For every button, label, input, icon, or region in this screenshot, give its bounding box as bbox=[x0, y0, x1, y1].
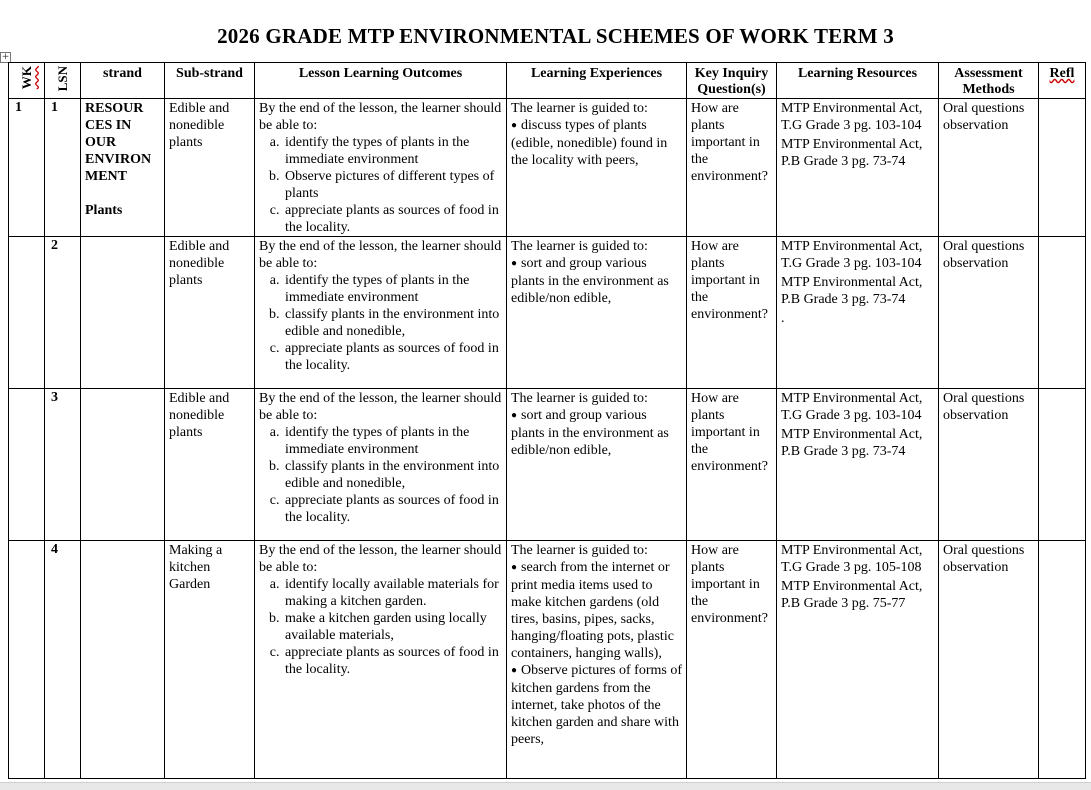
header-lsn: LSN bbox=[45, 63, 81, 99]
outcome-item: c. appreciate plants as sources of food in the locality. bbox=[283, 202, 502, 236]
assessment-cell: Oral questions observation bbox=[939, 237, 1039, 389]
resources-cell bbox=[777, 541, 939, 779]
resource-item: MTP Environmental Act, P.B Grade 3 pg. 73-74 bbox=[781, 427, 923, 459]
experience-item: ● sort and group various plants in the environment as edible/non edible, bbox=[511, 407, 682, 459]
table-row bbox=[9, 237, 1086, 389]
strand-sub-text: Plants bbox=[85, 203, 123, 218]
outcome-item: a. identify the types of plants in the immediate environment bbox=[283, 134, 502, 168]
sub-strand-cell: Edible and nonedible plants bbox=[165, 99, 255, 237]
outcomes-intro: By the end of the lesson, the learner should be able to: bbox=[259, 101, 502, 133]
experiences-intro: The learner is guided to: bbox=[511, 239, 648, 254]
assessment-cell: Oral questions observation bbox=[939, 541, 1039, 779]
outcomes-intro: By the end of the lesson, the learner should be able to: bbox=[259, 391, 502, 423]
outcomes-list bbox=[259, 424, 502, 526]
header-sub-strand: Sub-strand bbox=[165, 63, 255, 99]
week-cell bbox=[9, 389, 45, 541]
outcome-item: b. Observe pictures of different types of plants bbox=[283, 168, 502, 202]
strand-cell bbox=[81, 389, 165, 541]
resource-item: MTP Environmental Act, T.G Grade 3 pg. 103-104 bbox=[781, 239, 923, 271]
outcomes-cell bbox=[255, 541, 507, 779]
sub-strand-cell: Edible and nonedible plants bbox=[165, 389, 255, 541]
experiences-intro: The learner is guided to: bbox=[511, 391, 648, 406]
outcomes-list bbox=[259, 134, 502, 236]
experiences-cell bbox=[507, 389, 687, 541]
header-resources: Learning Resources bbox=[777, 63, 939, 99]
outcomes-intro: By the end of the lesson, the learner should be able to: bbox=[259, 543, 502, 575]
strand-cell bbox=[81, 99, 165, 237]
experience-item: ● search from the internet or print media items used to make kitchen gardens (old tires, basins, pipes, sacks, hanging/floating pots, plastic containers, hanging walls), bbox=[511, 559, 682, 662]
experiences-cell bbox=[507, 237, 687, 389]
resource-item: MTP Environmental Act, T.G Grade 3 pg. 103-104 bbox=[781, 101, 923, 133]
week-cell bbox=[9, 541, 45, 779]
table-row bbox=[9, 541, 1086, 779]
outcomes-list bbox=[259, 272, 502, 374]
resources-cell bbox=[777, 237, 939, 389]
reflection-cell bbox=[1039, 237, 1086, 389]
experiences-intro: The learner is guided to: bbox=[511, 101, 648, 116]
experience-item: ● sort and group various plants in the environment as edible/non edible, bbox=[511, 255, 682, 307]
experience-item: ● Observe pictures of forms of kitchen gardens from the internet, take photos of the kitchen garden and share with peers, bbox=[511, 662, 682, 748]
inquiry-cell: How are plants important in the environment? bbox=[687, 99, 777, 237]
header-row bbox=[9, 63, 1086, 99]
document-title: 2026 GRADE MTP ENVIRONMENTAL SCHEMES OF WORK TERM 3 bbox=[217, 24, 894, 48]
outcome-item: a. identify the types of plants in the immediate environment bbox=[283, 424, 502, 458]
outcome-item: b. make a kitchen garden using locally available materials, bbox=[283, 610, 502, 644]
inquiry-cell[interactable]: How are plants important in the environment? bbox=[687, 389, 777, 541]
scheme-of-work-table bbox=[8, 62, 1086, 779]
resource-item: MTP Environmental Act, P.B Grade 3 pg. 73-74 bbox=[781, 275, 923, 307]
outcomes-cell bbox=[255, 237, 507, 389]
resource-item: MTP Environmental Act, P.B Grade 3 pg. 73-74 bbox=[781, 137, 923, 169]
header-outcomes: Lesson Learning Outcomes bbox=[255, 63, 507, 99]
header-assessment: Assessment Methods bbox=[939, 63, 1039, 99]
resources-cell bbox=[777, 389, 939, 541]
outcome-item: b. classify plants in the environment into edible and nonedible, bbox=[283, 306, 502, 340]
header-wk: WK bbox=[9, 63, 45, 99]
resource-item: MTP Environmental Act, T.G Grade 3 pg. 103-104 bbox=[781, 391, 923, 423]
outcomes-list bbox=[259, 576, 502, 678]
experiences-cell bbox=[507, 99, 687, 237]
strand-text: RESOUR CES IN OUR ENVIRON MENT bbox=[85, 101, 152, 184]
experience-item: ● discuss types of plants (edible, nonedible) found in the locality with peers, bbox=[511, 117, 682, 169]
experiences-intro: The learner is guided to: bbox=[511, 543, 648, 558]
reflection-cell bbox=[1039, 99, 1086, 237]
inquiry-cell: How are plants important in the environment? bbox=[687, 237, 777, 389]
lesson-cell: 1 bbox=[45, 99, 81, 237]
resource-item: MTP Environmental Act, P.B Grade 3 pg. 75-77 bbox=[781, 579, 923, 611]
lesson-cell: 4 bbox=[45, 541, 81, 779]
resource-item: MTP Environmental Act, T.G Grade 3 pg. 105-108 bbox=[781, 543, 923, 575]
reflection-cell bbox=[1039, 389, 1086, 541]
outcome-item: c. appreciate plants as sources of food in the locality. bbox=[283, 340, 502, 374]
header-strand: strand bbox=[81, 63, 165, 99]
reflection-cell bbox=[1039, 541, 1086, 779]
header-inquiry: Key Inquiry Question(s) bbox=[687, 63, 777, 99]
outcome-item: c. appreciate plants as sources of food in the locality. bbox=[283, 492, 502, 526]
outcomes-cell bbox=[255, 389, 507, 541]
strand-cell bbox=[81, 541, 165, 779]
assessment-cell: Oral questions observation bbox=[939, 389, 1039, 541]
outcomes-cell bbox=[255, 99, 507, 237]
resources-cell bbox=[777, 99, 939, 237]
week-cell: 1 bbox=[9, 99, 45, 237]
outcome-item: b. classify plants in the environment into edible and nonedible, bbox=[283, 458, 502, 492]
table-row bbox=[9, 389, 1086, 541]
strand-cell bbox=[81, 237, 165, 389]
table-move-handle-icon[interactable]: + bbox=[1, 52, 10, 62]
week-cell bbox=[9, 237, 45, 389]
header-reflection: Refl bbox=[1039, 63, 1086, 99]
lesson-cell: 3 bbox=[45, 389, 81, 541]
sub-strand-cell: Making a kitchen Garden bbox=[165, 541, 255, 779]
outcome-item: a. identify the types of plants in the immediate environment bbox=[283, 272, 502, 306]
resource-item: . bbox=[781, 311, 785, 326]
inquiry-cell: How are plants important in the environment? bbox=[687, 541, 777, 779]
assessment-cell: Oral questions observation bbox=[939, 99, 1039, 237]
table-row bbox=[9, 99, 1086, 237]
lesson-cell: 2 bbox=[45, 237, 81, 389]
outcome-item: a. identify locally available materials for making a kitchen garden. bbox=[283, 576, 502, 610]
outcomes-intro: By the end of the lesson, the learner should be able to: bbox=[259, 239, 502, 271]
header-experiences: Learning Experiences bbox=[507, 63, 687, 99]
experiences-cell bbox=[507, 541, 687, 779]
outcome-item: c. appreciate plants as sources of food in the locality. bbox=[283, 644, 502, 678]
sub-strand-cell: Edible and nonedible plants bbox=[165, 237, 255, 389]
